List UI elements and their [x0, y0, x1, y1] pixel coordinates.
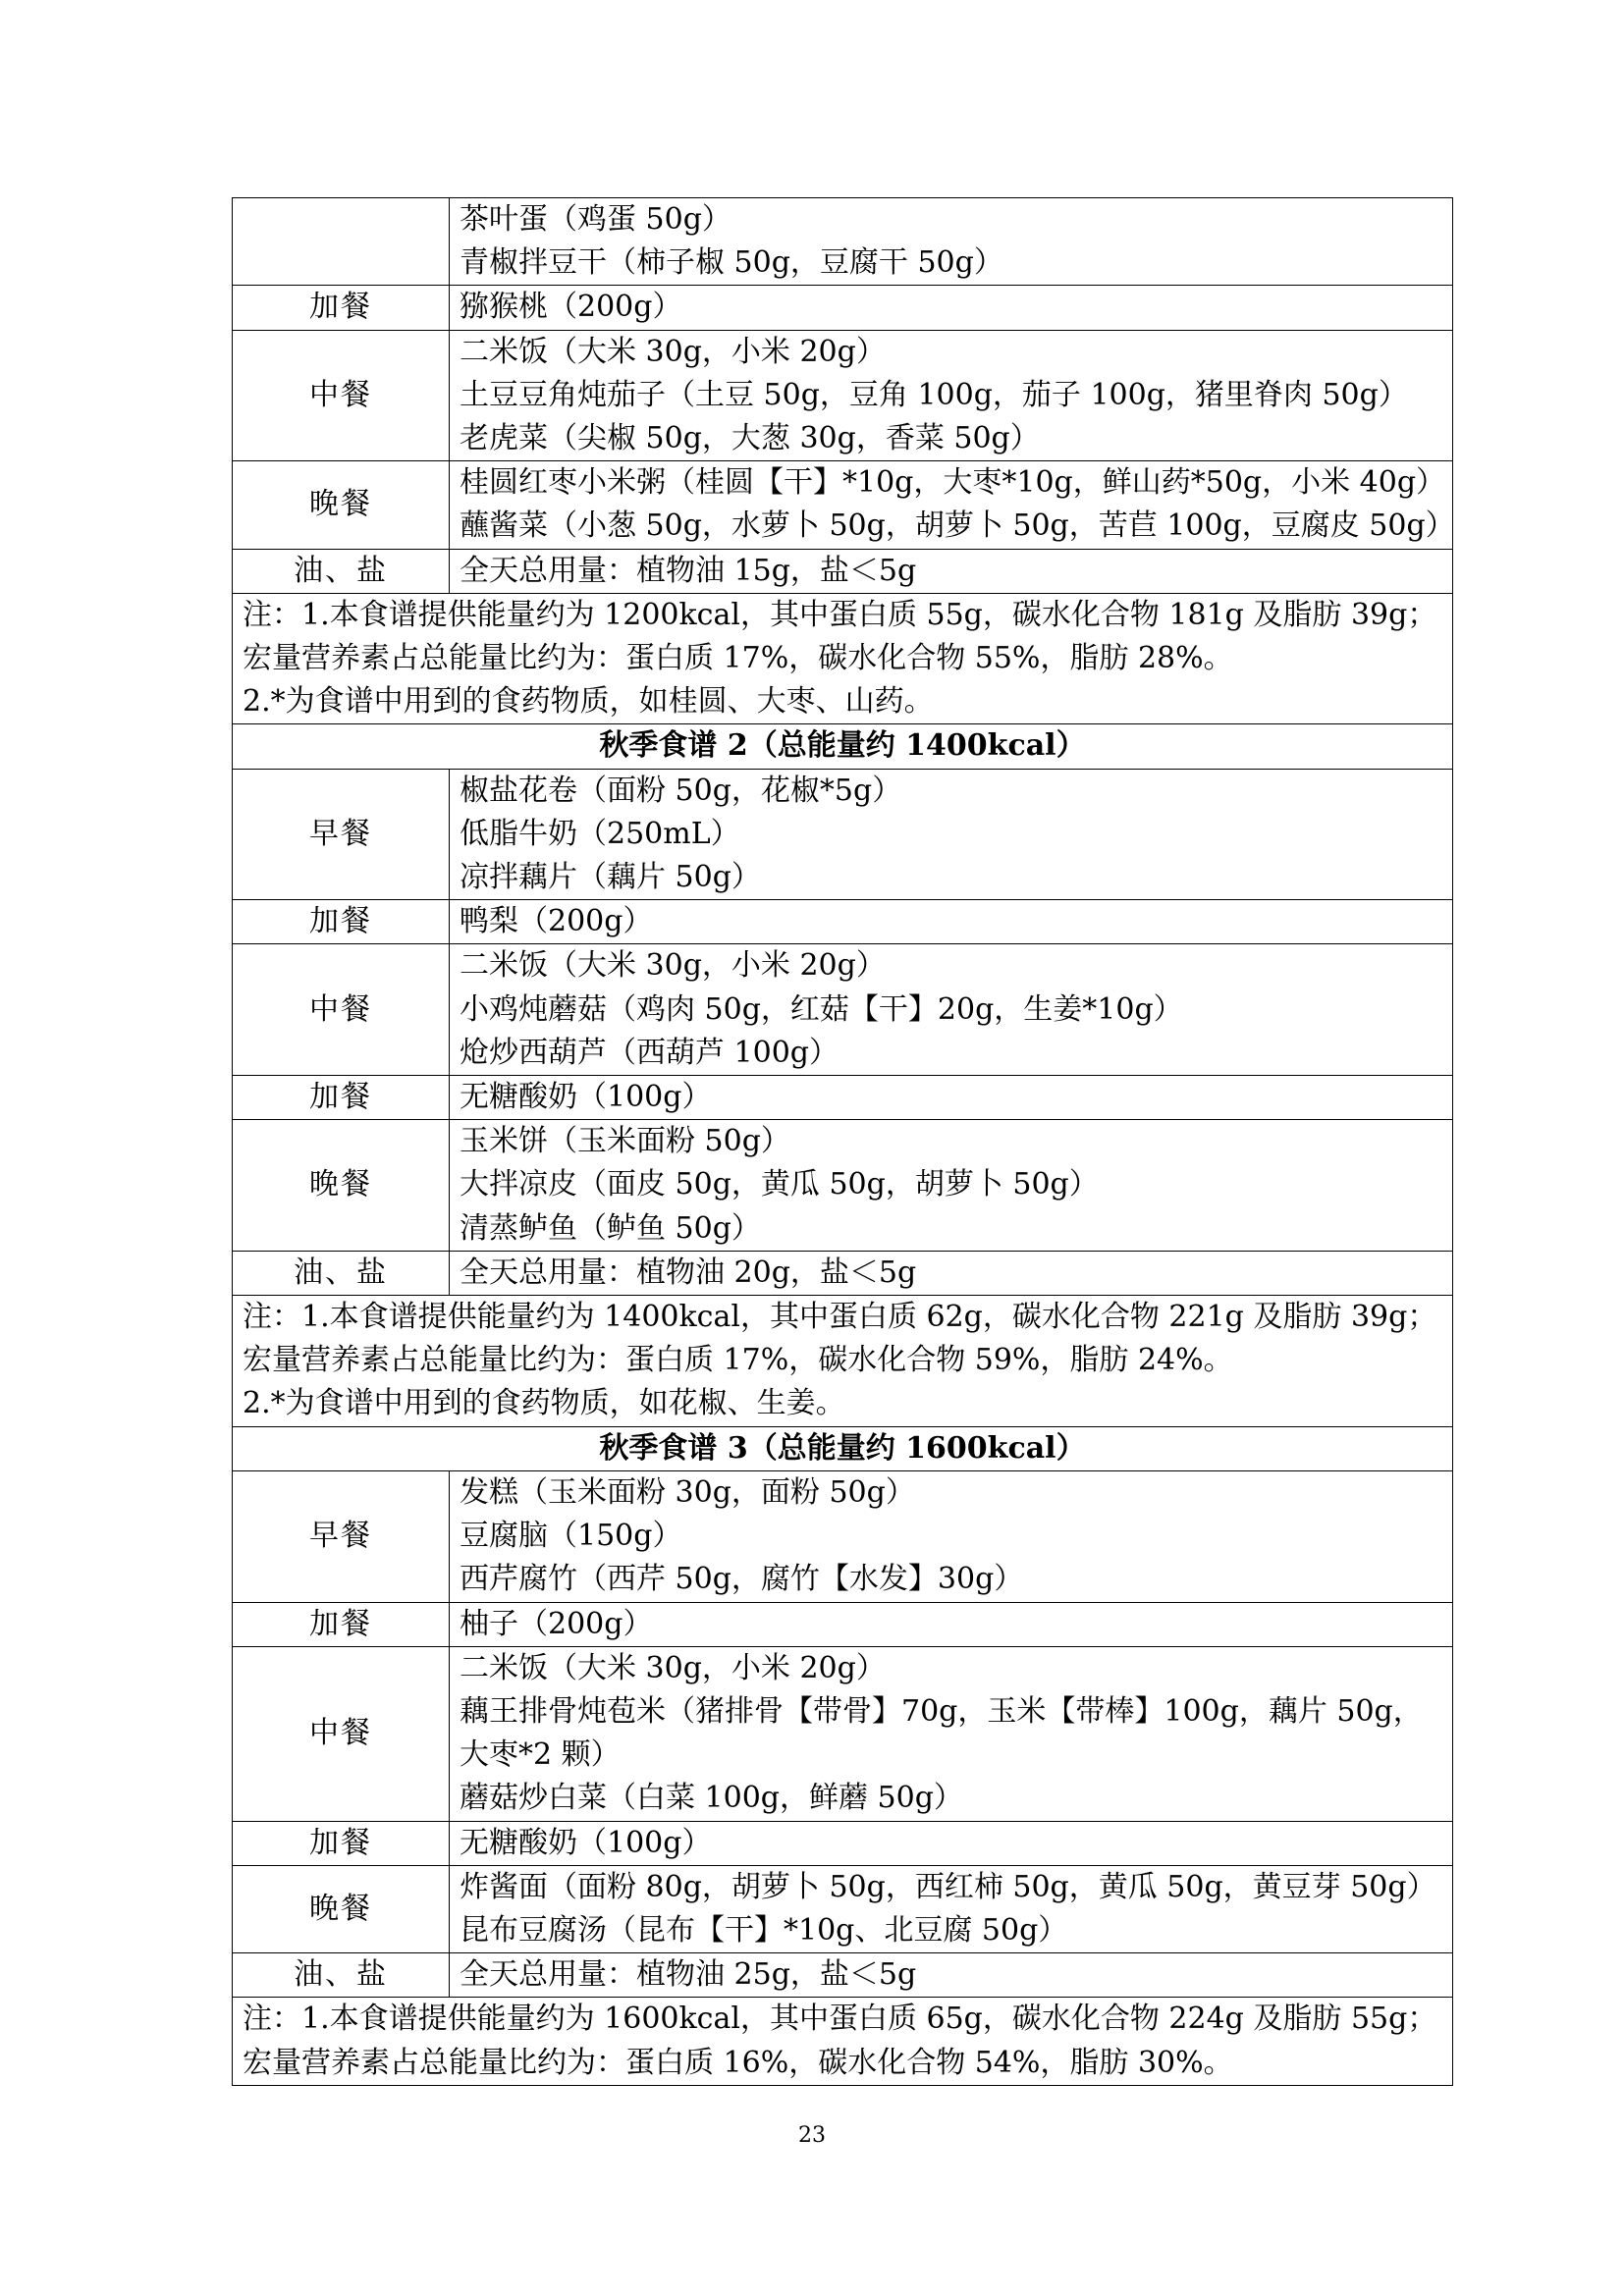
- food-cell: [450, 769, 1453, 900]
- meal-label: 加餐: [233, 1076, 450, 1120]
- food-item: 无糖酸奶（100g）: [460, 1080, 712, 1115]
- meal-label: 中餐: [233, 330, 450, 461]
- menu3-oil-salt-row: [233, 1953, 1453, 1998]
- food-item: 二米饭（大米 30g，小米 20g）: [460, 334, 886, 369]
- meal-label: 加餐: [233, 1821, 450, 1865]
- note-line: 2.*为食谱中用到的食药物质，如花椒、生姜。: [243, 1386, 845, 1421]
- menu3-note-row: [233, 1998, 1453, 2085]
- menu1-lunch-row: [233, 330, 1453, 461]
- meal-label: 晚餐: [233, 1120, 450, 1252]
- note-cell: [233, 1296, 1453, 1427]
- meal-label: 晚餐: [233, 461, 450, 549]
- menu3-snack2-row: [233, 1821, 1453, 1865]
- meal-label: 加餐: [233, 900, 450, 944]
- menu1-snack-row: [233, 286, 1453, 330]
- food-cell: [450, 1120, 1453, 1252]
- food-item: 桂圆红枣小米粥（桂圆【干】*10g，大枣*10g，鲜山药*50g，小米 40g）: [460, 465, 1446, 501]
- menu3-dinner-row: [233, 1865, 1453, 1952]
- food-item: 凉拌藕片（藕片 50g）: [460, 860, 761, 895]
- food-item: 大拌凉皮（面皮 50g，黄瓜 50g，胡萝卜 50g）: [460, 1167, 1099, 1202]
- food-item: 柚子（200g）: [460, 1606, 653, 1641]
- food-item: 昆布豆腐汤（昆布【干】*10g、北豆腐 50g）: [460, 1912, 1068, 1948]
- menu1-dinner-row: [233, 461, 1453, 549]
- note-line: 注：1.本食谱提供能量约为 1200kcal，其中蛋白质 55g，碳水化合物 181g 及脂肪 39g；宏量营养素占总能量比约为：蛋白质 17%，碳水化合物 55%，脂肪 28%。: [243, 597, 1437, 676]
- food-item: 西芹腐竹（西芹 50g，腐竹【水发】30g）: [460, 1562, 1024, 1597]
- meal-label: 中餐: [233, 944, 450, 1076]
- food-item: 老虎菜（尖椒 50g，大葱 30g，香菜 50g）: [460, 421, 1040, 456]
- note-line: 注：1.本食谱提供能量约为 1400kcal，其中蛋白质 62g，碳水化合物 221g 及脂肪 39g；宏量营养素占总能量比约为：蛋白质 17%，碳水化合物 59%，脂肪 24%。: [243, 1300, 1437, 1378]
- food-cell: [450, 1821, 1453, 1865]
- food-cell: [450, 900, 1453, 944]
- meal-label: 油、盐: [233, 1953, 450, 1998]
- food-item: 藕王排骨炖苞米（猪排骨【带骨】70g，玉米【带棒】100g，藕片 50g，大枣*2 颗）: [460, 1693, 1423, 1773]
- food-item: 无糖酸奶（100g）: [460, 1825, 712, 1860]
- menu-title: 秋季食谱 2（总能量约 1400kcal）: [233, 724, 1453, 769]
- food-item: 青椒拌豆干（柿子椒 50g，豆腐干 50g）: [460, 245, 1003, 281]
- oil-salt-text: 全天总用量：植物油 25g，盐＜5g: [450, 1953, 1453, 1998]
- food-item: 炸酱面（面粉 80g，胡萝卜 50g，西红柿 50g，黄瓜 50g，黄豆芽 50g）: [460, 1869, 1436, 1904]
- oil-salt-text: 全天总用量：植物油 15g，盐＜5g: [450, 549, 1453, 593]
- menu2-lunch-row: [233, 944, 1453, 1076]
- meal-label: 晚餐: [233, 1865, 450, 1952]
- food-cell: [450, 944, 1453, 1076]
- food-cell: [450, 198, 1453, 286]
- menu2-snack2-row: [233, 1076, 1453, 1120]
- food-item: 清蒸鲈鱼（鲈鱼 50g）: [460, 1210, 761, 1246]
- meal-label: 油、盐: [233, 549, 450, 593]
- menu2-breakfast-row: [233, 769, 1453, 900]
- food-item: 低脂牛奶（250mL）: [460, 816, 740, 851]
- food-item: 蘸酱菜（小葱 50g，水萝卜 50g，胡萝卜 50g，苦苣 100g，豆腐皮 50g）: [460, 508, 1455, 544]
- note-line: 注：1.本食谱提供能量约为 1600kcal，其中蛋白质 65g，碳水化合物 224g 及脂肪 55g；宏量营养素占总能量比约为：蛋白质 16%，碳水化合物 54%，脂肪 30%。: [243, 2002, 1437, 2080]
- meal-label: 加餐: [233, 1602, 450, 1646]
- food-item: 小鸡炖蘑菇（鸡肉 50g，红菇【干】20g，生姜*10g）: [460, 991, 1183, 1027]
- food-item: 二米饭（大米 30g，小米 20g）: [460, 1650, 886, 1685]
- food-cell: [450, 1646, 1453, 1821]
- food-cell: [450, 461, 1453, 549]
- note-cell: [233, 593, 1453, 724]
- menu1-note-row: [233, 593, 1453, 724]
- food-item: 土豆豆角炖茄子（土豆 50g，豆角 100g，茄子 100g，猪里脊肉 50g）: [460, 377, 1408, 412]
- menu2-oil-salt-row: [233, 1251, 1453, 1295]
- food-cell: [450, 1865, 1453, 1952]
- food-item: 二米饭（大米 30g，小米 20g）: [460, 948, 886, 984]
- meal-label: 中餐: [233, 1646, 450, 1821]
- meal-label-empty: [233, 198, 450, 286]
- oil-salt-text: 全天总用量：植物油 20g，盐＜5g: [450, 1251, 1453, 1295]
- food-cell: [450, 1602, 1453, 1646]
- meal-label: 早餐: [233, 769, 450, 900]
- food-cell: [450, 286, 1453, 330]
- menu3-breakfast-row: [233, 1470, 1453, 1602]
- menu2-dinner-row: [233, 1120, 1453, 1252]
- menu-title: 秋季食谱 3（总能量约 1600kcal）: [233, 1426, 1453, 1470]
- food-item: 茶叶蛋（鸡蛋 50g）: [460, 202, 731, 237]
- page-number: 23: [798, 2123, 826, 2148]
- food-item: 鸭梨（200g）: [460, 904, 653, 939]
- food-item: 豆腐脑（150g）: [460, 1519, 682, 1554]
- food-item: 发糕（玉米面粉 30g，面粉 50g）: [460, 1474, 915, 1510]
- note-cell: [233, 1998, 1453, 2085]
- menu3-title-row: [233, 1426, 1453, 1470]
- menu2-snack-row: [233, 900, 1453, 944]
- food-item: 椒盐花卷（面粉 50g，花椒*5g）: [460, 773, 902, 808]
- food-item: 玉米饼（玉米面粉 50g）: [460, 1124, 790, 1159]
- food-item: 猕猴桃（200g）: [460, 290, 682, 325]
- menu3-snack-row: [233, 1602, 1453, 1646]
- autumn-menu-table: [232, 197, 1453, 2086]
- menu2-title-row: [233, 724, 1453, 769]
- note-line: 2.*为食谱中用到的食药物质，如桂圆、大枣、山药。: [243, 684, 934, 720]
- food-cell: [450, 1470, 1453, 1602]
- food-item: 炝炒西葫芦（西葫芦 100g）: [460, 1035, 839, 1070]
- food-cell: [450, 330, 1453, 461]
- meal-label: 早餐: [233, 1470, 450, 1602]
- food-item: 蘑菇炒白菜（白菜 100g，鲜蘑 50g）: [460, 1781, 963, 1816]
- menu3-lunch-row: [233, 1646, 1453, 1821]
- menu1-oil-salt-row: [233, 549, 1453, 593]
- meal-label: 油、盐: [233, 1251, 450, 1295]
- food-cell: [450, 1076, 1453, 1120]
- meal-label: 加餐: [233, 286, 450, 330]
- menu2-note-row: [233, 1296, 1453, 1427]
- menu1-breakfast-row: [233, 198, 1453, 286]
